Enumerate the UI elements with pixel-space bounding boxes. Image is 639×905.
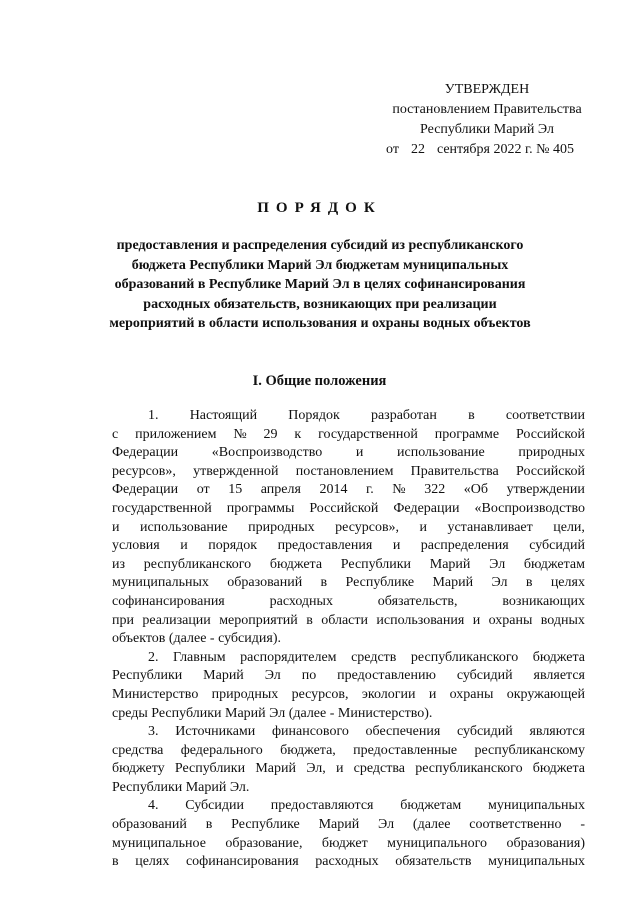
date-rest: сентября 2022 г. № 405: [436, 142, 574, 157]
paragraph: [112, 407, 585, 649]
paragraph-line: муниципальное образование, бюджет муниципального образования): [112, 835, 585, 851]
paragraph-line: 2. Главным распорядителем средств республиканского бюджета: [148, 649, 585, 665]
paragraph-line: Федерации от 15 апреля 2014 г. № 322 «Об утверждении: [112, 482, 585, 498]
paragraph-line: Федерации «Воспроизводство и использование природных: [112, 445, 585, 461]
subtitle-line: бюджета Республики Марий Эл бюджетам муниципальных: [131, 257, 509, 273]
approval-date: [372, 140, 602, 160]
document-body: [112, 407, 585, 872]
approval-line: Республики Марий Эл: [420, 122, 554, 137]
paragraph: [112, 649, 585, 723]
section-heading: I. Общие положения: [252, 373, 387, 389]
paragraph-line: ресурсов», утвержденной постановлением Правительства Российской: [112, 463, 585, 479]
paragraph-line: средства федерального бюджета, предоставленные республиканскому: [112, 742, 585, 758]
paragraph-line: в целях софинансирования расходных обязательств муниципальных: [112, 854, 585, 870]
paragraph: [112, 797, 585, 871]
date-prefix: от: [386, 142, 399, 157]
paragraph-line: из республиканского бюджета Республики Марий Эл бюджетам: [112, 556, 585, 572]
paragraph-line: Республики Марий Эл по предоставлению субсидий является: [112, 668, 585, 684]
paragraph-line: бюджету Республики Марий Эл, и средства республиканского бюджета: [112, 761, 585, 777]
document-subtitle: [100, 236, 540, 334]
subtitle-line: предоставления и распределения субсидий из республиканского: [116, 238, 524, 253]
paragraph-line: 3. Источниками финансового обеспечения субсидий являются: [148, 724, 585, 740]
paragraph-line: среды Республики Марий Эл (далее - Министерство).: [112, 705, 433, 721]
paragraph-line: объектов (далее - субсидия).: [112, 631, 281, 647]
paragraph-line: Республики Марий Эл.: [112, 779, 250, 795]
approval-heading: УТВЕРЖДЕН: [444, 82, 530, 97]
paragraph-line: образований в Республике Марий Эл (далее соответственно -: [112, 817, 585, 833]
subtitle-line: мероприятий в области использования и охраны водных объектов: [109, 316, 531, 331]
approval-line: постановлением Правительства: [392, 102, 582, 117]
subtitle-line: расходных обязательств, возникающих при реализации: [143, 296, 497, 312]
document-title: ПОРЯДОК: [257, 200, 382, 216]
paragraph: [112, 723, 585, 797]
subtitle-line: образований в Республике Марий Эл в целях софинансирования: [114, 277, 526, 292]
paragraph-line: софинансирования расходных обязательств, возникающих: [112, 593, 585, 609]
date-day: 22: [410, 142, 425, 157]
paragraph-line: государственной программы Российской Федерации «Воспроизводство: [112, 500, 585, 516]
paragraph-line: условия и порядок предоставления и распределения субсидий: [112, 538, 585, 554]
paragraph-line: 4. Субсидии предоставляются бюджетам муниципальных: [148, 798, 585, 814]
paragraph-line: Министерство природных ресурсов, экологии и охраны окружающей: [112, 686, 585, 702]
paragraph-line: и использование природных ресурсов», и устанавливает цели,: [112, 519, 585, 535]
approval-block: [372, 80, 602, 160]
paragraph-line: муниципальных образований в Республике Марий Эл в целях: [112, 575, 585, 591]
paragraph-line: с приложением № 29 к государственной программе Российской: [112, 426, 585, 442]
paragraph-line: при реализации мероприятий в области использования и охраны водных: [112, 612, 585, 628]
paragraph-line: 1. Настоящий Порядок разработан в соответствии: [148, 408, 585, 423]
